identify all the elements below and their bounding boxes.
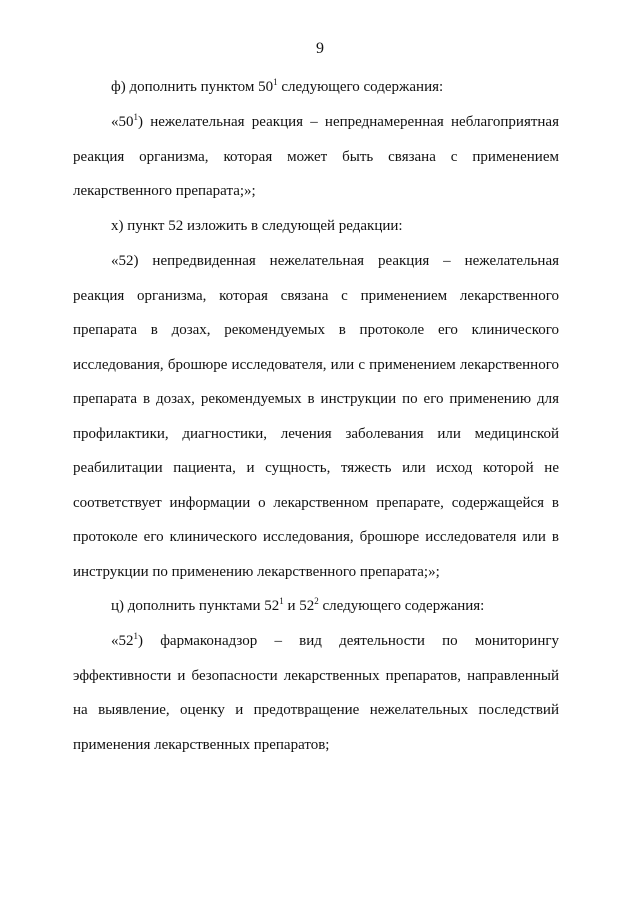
paragraph-52-1-open: «52 [111,633,134,649]
page-number: 9 [316,40,324,57]
paragraph-50-1 [73,105,559,209]
paragraph-52-1 [73,624,559,762]
paragraph-kh: х) пункт 52 изложить в следующей редакции: [111,218,403,234]
superscript: 1 [279,596,284,606]
paragraph-ts-text: ц) дополнить пунктами 52 [111,598,280,614]
paragraph-ts-end: следующего содержания: [318,598,485,614]
paragraph-f-text: ф) дополнить пунктом 50 [111,79,274,95]
superscript: 1 [133,112,138,122]
paragraph-ts [73,589,559,624]
superscript: 1 [133,631,138,641]
paragraph-50-1-text: ) нежелательная реакция – непреднамеренная неблагоприятная реакция организма, которая может быть связана с применением лекарственного препарата;»; [73,114,559,199]
paragraph-ts-mid: и 52 [283,598,315,614]
paragraph-f [73,70,559,105]
paragraph-52-1-text: ) фармаконадзор – вид деятельности по мониторингу эффективности и безопасности лекарственных препаратов, направленный на выявление, оценку и предотвращение нежелательных последствий применения лекарственных препаратов; [73,633,559,753]
paragraph-50-1-open: «50 [111,114,134,130]
superscript: 1 [273,77,278,87]
paragraph-f-text-end: следующего содержания: [277,79,444,95]
superscript: 2 [314,596,319,606]
paragraph-52: «52) непредвиденная нежелательная реакция – нежелательная реакция организма, которая связана с применением лекарственного препарата в дозах, рекомендуемых в протоколе его клинического исследования, брошюре исследователя, или с применением лекарственного препарата в дозах, рекомендуемых в инструкции по его применению для профилактики, диагностики, лечения заболевания или медицинской реабилитации пациента, и сущность, тяжесть или исход которой не соответствует информации о лекарственном препарате, содержащейся в протоколе его клинического исследования, брошюре исследователя или в инструкции по применению лекарственного препарата;»; [73,253,559,580]
